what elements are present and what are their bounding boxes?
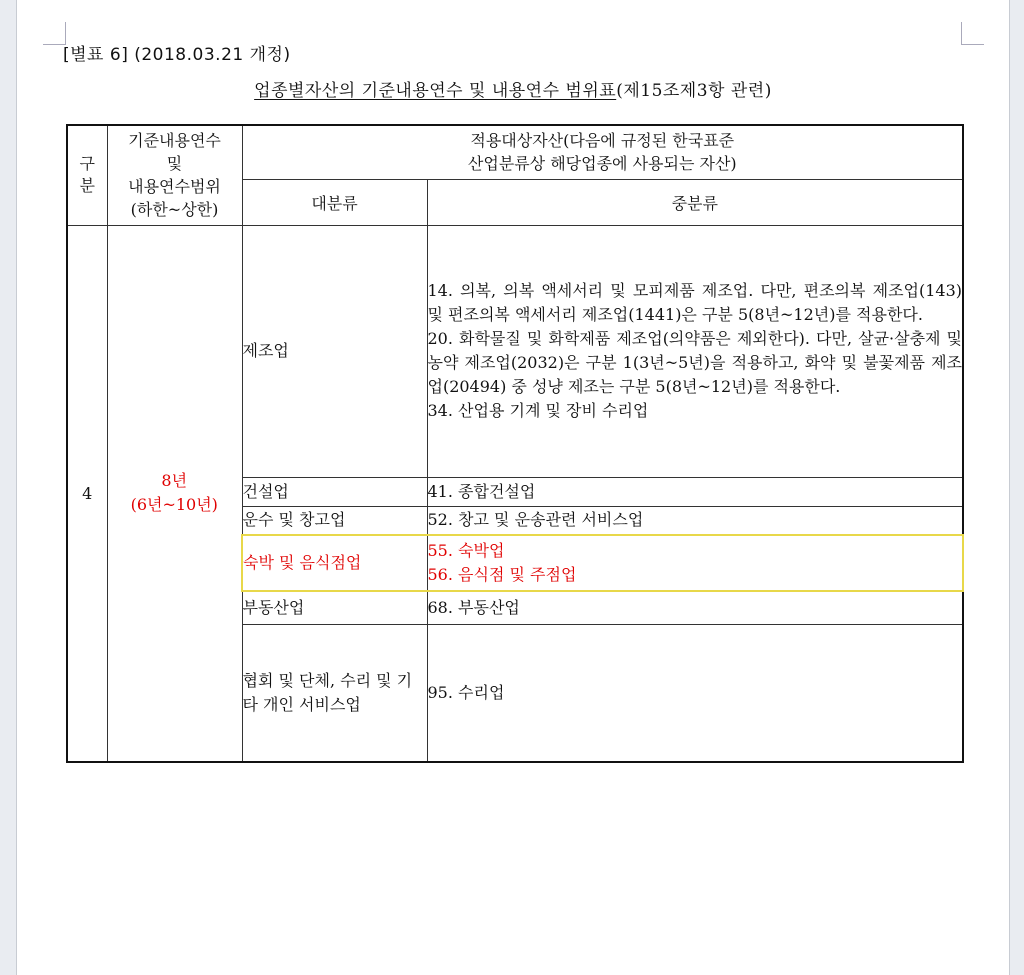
major-category: 운수 및 창고업 xyxy=(242,506,427,535)
asset-lifespan-table xyxy=(66,124,964,763)
gubun-value: 4 xyxy=(67,225,107,762)
middle-item: 20. 화학물질 및 화학제품 제조업(의약품은 제외한다). 다만, 살균·살충제 및 농약 제조업(2032)은 구분 1(3년~5년)을 적용하고, 화약 및 불꽃제품 제조업(20494) 중 성냥 제조는 구분 5(8년~12년)를 적용한다. xyxy=(427,329,963,396)
header-years: 기준내용연수 및 내용연수범위 (하한~상한) xyxy=(107,125,242,225)
header-major: 대분류 xyxy=(242,179,427,225)
major-category: 협회 및 단체, 수리 및 기타 개인 서비스업 xyxy=(242,624,427,762)
appendix-label: [별표 6] (2018.03.21 개정) xyxy=(63,45,291,65)
middle-item: 56. 음식점 및 주점업 xyxy=(427,565,577,584)
middle-item: 95. 수리업 xyxy=(427,624,963,762)
header-assets: 적용대상자산(다음에 규정된 한국표준 산업분류상 해당업종에 사용되는 자산) xyxy=(242,125,963,179)
document-page xyxy=(16,0,1010,975)
base-years: 8년 xyxy=(161,471,188,491)
middle-item: 41. 종합건설업 xyxy=(427,477,963,506)
major-category: 제조업 xyxy=(242,225,427,477)
years-value xyxy=(107,225,242,762)
middle-category xyxy=(427,535,963,591)
major-category: 건설업 xyxy=(242,477,427,506)
major-category: 부동산업 xyxy=(242,591,427,624)
table-row xyxy=(67,225,963,477)
middle-item: 55. 숙박업 xyxy=(427,541,505,560)
middle-item: 34. 산업용 기계 및 장비 수리업 xyxy=(427,401,649,420)
years-range: (6년~10년) xyxy=(130,495,218,515)
middle-category xyxy=(427,225,963,477)
table-header-row xyxy=(67,125,963,179)
header-middle: 중분류 xyxy=(427,179,963,225)
middle-item: 14. 의복, 의복 액세서리 및 모피제품 제조업. 다만, 편조의복 제조업(143) 및 편조의복 액세서리 제조업(1441)은 구분 5(8년~12년)를 적용한다. xyxy=(427,281,963,324)
title-main: 업종별자산의 기준내용연수 및 내용연수 범위표 xyxy=(254,81,617,101)
title-suffix: (제15조제3항 관련) xyxy=(616,81,772,101)
page-corner-mark xyxy=(961,22,984,45)
major-category: 숙박 및 음식점업 xyxy=(242,535,427,591)
middle-item: 52. 창고 및 운송관련 서비스업 xyxy=(427,506,963,535)
middle-item: 68. 부동산업 xyxy=(427,591,963,624)
header-gubun: 구 분 xyxy=(67,125,107,225)
document-title xyxy=(17,76,1009,101)
